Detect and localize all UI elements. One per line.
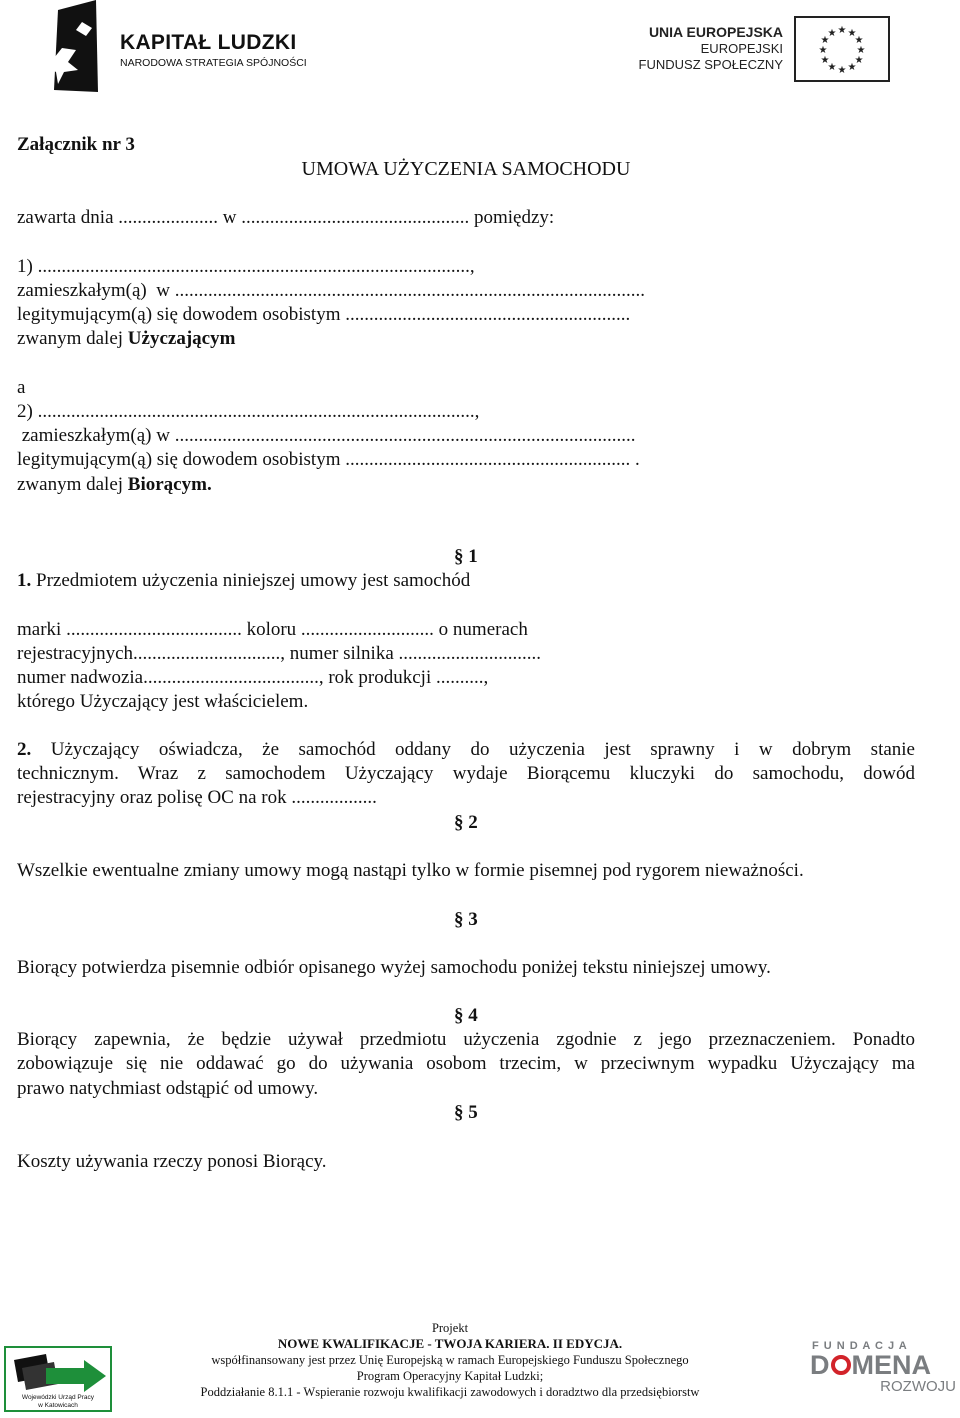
section-3-text: Biorący potwierdza pisemnie odbiór opisanego wyżej samochodu poniżej tekstu niniejszej umowy.	[17, 957, 771, 978]
domena-d: D	[810, 1350, 830, 1380]
section-1-point-2-line-3: rejestracyjny oraz polisę OC na rok ..................	[17, 787, 377, 808]
kapital-ludzki-logo	[48, 0, 307, 96]
document-title: UMOWA UŻYCZENIA SAMOCHODU	[301, 158, 631, 180]
section-1-heading: § 1	[454, 546, 478, 567]
party2-role-prefix: zwanym dalej	[17, 474, 128, 495]
footer-line-4: Program Operacyjny Kapitał Ludzki;	[356, 1369, 544, 1383]
eu-text-2: EUROPEJSKI	[700, 41, 783, 56]
footer-line-3: współfinansowany jest przez Unię Europejską w ramach Europejskiego Funduszu Społecznego	[211, 1353, 689, 1367]
svg-text:★: ★	[856, 45, 866, 56]
svg-text:★: ★	[820, 35, 830, 46]
wup-arrow-icon	[6, 1350, 110, 1396]
section-4-line-2: zobowiązuje się nie oddawać go do używania osobom trzecim, w przeciwnym wypadku Użyczający ma	[17, 1053, 915, 1074]
section-4-heading: § 4	[454, 1005, 478, 1026]
section-3-heading: § 3	[454, 909, 478, 930]
intro-line: zawarta dnia ..................... w ................................................ pomiędzy:	[17, 207, 555, 228]
point-2-number: 2.	[17, 739, 32, 760]
party1-line2: zamieszkałym(ą) w ...................................................................................................	[17, 280, 645, 301]
domena-line-3: ROZWOJU	[880, 1378, 956, 1395]
party1-role-prefix: zwanym dalej	[17, 328, 128, 349]
section-4-line-3: prawo natychmiast odstąpić od umowy.	[17, 1078, 319, 1099]
section-4-line-1: Biorący zapewnia, że będzie używał przedmiotu użyczenia zgodnie z jego przeznaczeniem. Ponadto	[17, 1029, 915, 1050]
section-1-line-2: marki ..................................... koloru ............................ o numerach	[17, 619, 528, 640]
party1-role: Użyczającym	[127, 328, 236, 349]
domena-line-2	[810, 1350, 931, 1380]
section-2-text: Wszelkie ewentualne zmiany umowy mogą nastąpi tylko w formie pisemnej pod rygorem nieważności.	[17, 860, 804, 881]
party1-line3: legitymującym(ą) się dowodem osobistym ............................................................	[17, 304, 631, 325]
svg-text:★: ★	[820, 55, 830, 66]
svg-text:★: ★	[854, 55, 864, 66]
domena-logo	[810, 1340, 958, 1396]
wup-text-1: Wojewódzki Urząd Pracy	[21, 1394, 95, 1401]
section-1-point-2-line-2: technicznym. Wraz z samochodem Użyczający wydaje Biorącemu kluczyki do samochodu, dowód	[17, 763, 915, 784]
domena-line-1: F U N D A C J A	[812, 1340, 908, 1352]
kapital-ludzki-emblem-icon	[48, 0, 104, 94]
section-1-line-4: numer nadwozia....................................., rok produkcji ..........,	[17, 667, 489, 688]
svg-text:★: ★	[837, 65, 847, 76]
point-2-text: Użyczający oświadcza, że samochód oddany do użyczenia jest sprawny i w dobrym stanie	[31, 739, 915, 760]
svg-text:★: ★	[818, 45, 828, 56]
section-5-text: Koszty używania rzeczy ponosi Biorący.	[17, 1151, 327, 1172]
section-1-point-1	[17, 569, 470, 593]
and-conjunction: a	[17, 377, 26, 398]
party1-line1: 1) ...........................................................................................,	[17, 256, 475, 277]
svg-text:★: ★	[854, 35, 864, 46]
svg-text:★: ★	[847, 28, 857, 39]
annex-label: Załącznik nr 3	[17, 134, 135, 155]
svg-text:★: ★	[827, 62, 837, 73]
kl-logo-subtitle: NARODOWA STRATEGIA SPÓJNOŚCI	[120, 57, 307, 69]
point-1-text: Przedmiotem użyczenia niniejszej umowy jest samochód	[31, 570, 471, 591]
point-1-number: 1.	[17, 570, 32, 591]
footer-line-5: Poddziałanie 8.1.1 - Wspieranie rozwoju kwalifikacji zawodowych i doradztwo dla przedsiębiorstw	[200, 1385, 700, 1399]
section-1-line-3: rejestracyjnych..............................., numer silnika ..............................	[17, 643, 542, 664]
party2-line2: zamieszkałym(ą) w .................................................................................................	[17, 425, 636, 446]
section-1-line-5: którego Użyczający jest właścicielem.	[17, 691, 309, 712]
eu-flag	[794, 16, 890, 82]
party1-line4	[17, 327, 235, 351]
section-5-heading: § 5	[454, 1102, 478, 1123]
eu-stars-icon	[796, 18, 888, 80]
section-1-point-2-line-1	[17, 738, 915, 762]
domena-o-icon	[831, 1355, 851, 1375]
party2-line1: 2) ............................................................................................,	[17, 401, 480, 422]
wup-text-2: w Katowicach	[38, 1402, 78, 1409]
svg-text:★: ★	[837, 25, 847, 36]
wup-logo	[4, 1346, 112, 1412]
eu-logo	[640, 14, 895, 86]
eu-text-1: UNIA EUROPEJSKA	[648, 24, 783, 40]
domena-mena: MENA	[851, 1350, 931, 1380]
party2-line4	[17, 473, 212, 497]
party2-role: Biorącym.	[127, 474, 212, 495]
party2-line3: legitymującym(ą) się dowodem osobistym ............................................................ .	[17, 449, 640, 470]
kl-logo-title: KAPITAŁ LUDZKI	[120, 31, 297, 54]
footer-line-2: NOWE KWALIFIKACJE - TWOJA KARIERA. II EDYCJA.	[277, 1336, 623, 1351]
eu-text-3: FUNDUSZ SPOŁECZNY	[638, 57, 783, 72]
section-2-heading: § 2	[454, 812, 478, 833]
svg-text:★: ★	[827, 28, 837, 39]
footer-line-1: Projekt	[431, 1321, 469, 1335]
svg-text:★: ★	[847, 62, 857, 73]
